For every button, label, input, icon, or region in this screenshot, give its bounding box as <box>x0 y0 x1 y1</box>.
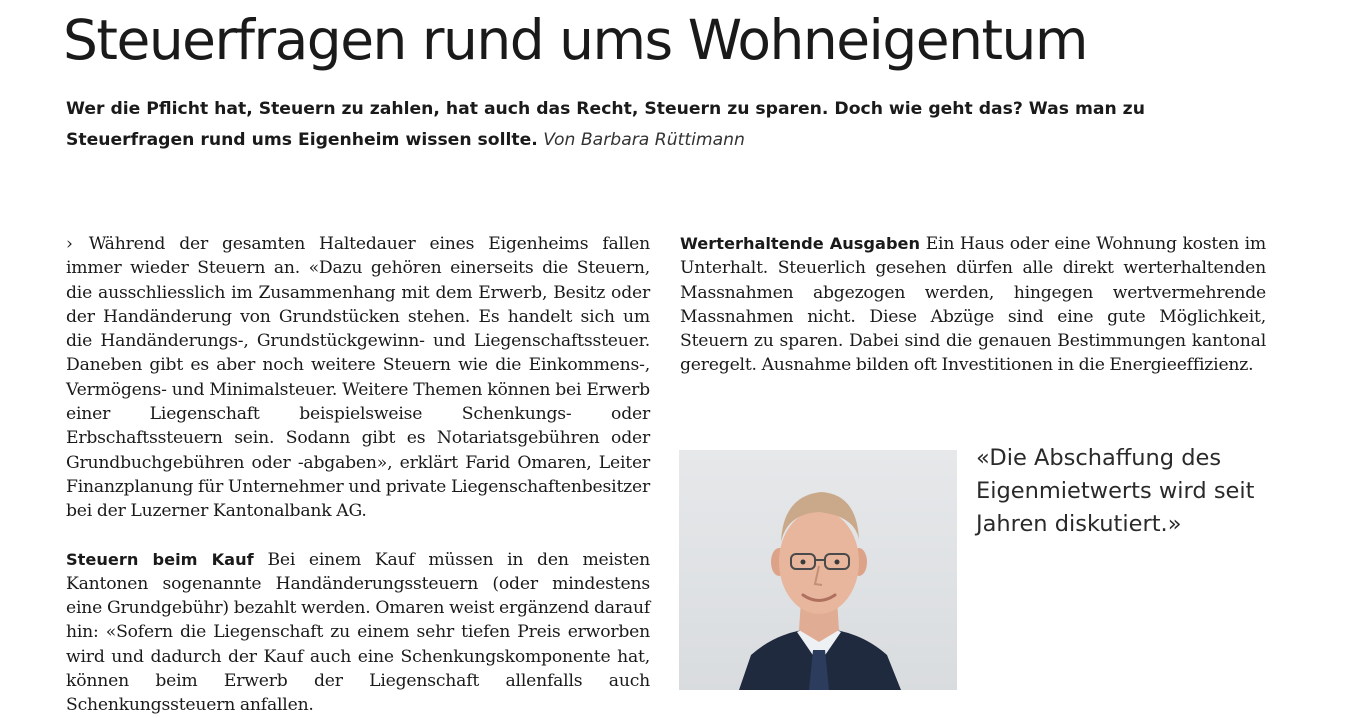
pull-quote: «Die Abschaffung des Eigenmietwerts wird seit Jahren diskutiert.» <box>976 445 1255 537</box>
portrait-illustration <box>679 450 957 690</box>
paragraph-marker-icon: › <box>66 234 73 254</box>
portrait-photo <box>679 450 957 690</box>
maintenance-paragraph <box>680 232 1266 378</box>
intro-paragraph <box>66 232 650 524</box>
intro-text: Während der gesamten Haltedauer eines Eigenheims fallen immer wieder Steuern an. «Dazu gehören einerseits die Steuern, die ausschliesslich im Zusammenhang mit dem Erwerb, Besitz oder der Handänderung von Grundstücken stehen. Es handelt sich um die Handänderungs-, Grundstückgewinn- und Liegenschaftssteuer. Daneben gibt es aber noch weitere Steuern wie die Einkommens-, Vermögens- und Minimalsteuer. Weitere Themen können bei Erwerb einer Liegenschaft beispielsweise Schenkungs- oder Erbschaftssteuern sein. Sodann gibt es Notariatsgebühren oder Grundbuchgebühren oder -abgaben», erklärt Farid Omaren, Leiter Finanzplanung für Unternehmer und private Liegenschaftenbesitzer bei der Luzerner Kantonalbank AG. <box>66 234 650 522</box>
article-title: Steuerfragen rund ums Wohneigentum <box>63 8 1087 72</box>
byline: Von Barbara Rüttimann <box>543 130 745 150</box>
section-heading-maintenance: Werterhaltende Ausgaben <box>680 234 921 253</box>
section-heading-purchase: Steuern beim Kauf <box>66 549 254 569</box>
article-lead <box>66 94 1276 156</box>
purchase-paragraph <box>66 548 650 718</box>
left-column <box>66 232 650 718</box>
lead-text: Wer die Pflicht hat, Steuern zu zahlen, hat auch das Recht, Steuern zu sparen. Doch wie geht das? Was man zu Steuerfragen rund ums Eigenheim wissen sollte. <box>66 99 1145 150</box>
purchase-text: Bei einem Kauf müssen in den meisten Kantonen sogenannte Handänderungssteuern (oder mindestens eine Grundgebühr) bezahlt werden. Omaren weist ergänzend darauf hin: «Sofern die Liegenschaft zu einem sehr tiefen Preis erworben wird und dadurch der Kauf auch eine Schenkungskomponente hat, können beim Erwerb der Liegenschaft allenfalls auch Schenkungssteuern anfallen. <box>66 549 650 716</box>
right-column <box>680 232 1266 378</box>
maintenance-text: Ein Haus oder eine Wohnung kosten im Unterhalt. Steuerlich gesehen dürfen alle direkt werterhaltenden Massnahmen abgezogen werden, hingegen wertvermehrende Massnahmen nicht. Diese Abzüge sind eine gute Möglichkeit, Steuern zu sparen. Dabei sind die genauen Bestimmungen kantonal geregelt. Ausnahme bilden oft Investitionen in die Energieeffizienz. <box>680 234 1267 376</box>
